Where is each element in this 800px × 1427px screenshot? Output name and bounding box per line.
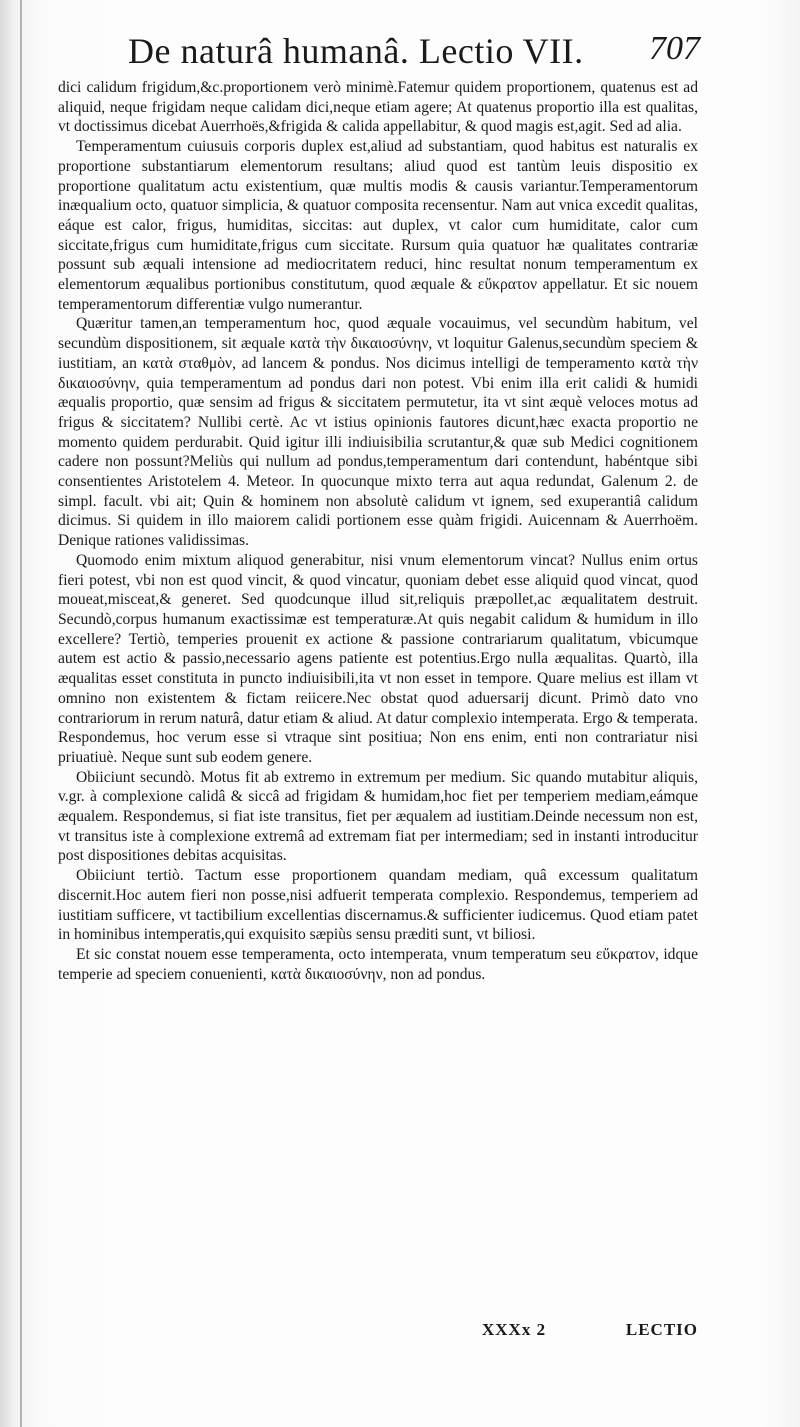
paragraph: Obiiciunt tertiò. Tactum esse proportionem quandam mediam, quâ excessum qualitatum discernit.Hoc autem fieri non posse,nisi adfuerit temperata complexio. Respondemus, temperiem ad iustitiam sufficere, vt tactibilium excellentias discernamus.& sufficienter iudicemus. Quod etiam patet in hominibus intemperatis,qui exquisito sæpiùs sensu præditi sunt, vt biliosi.: [58, 867, 698, 944]
page-footer: [470, 1320, 698, 1344]
paragraph: dici calidum frigidum,&c.proportionem verò minimè.Fatemur quidem proportionem, quatenus est ad aliquid, neque frigidam neque calidam dici,neque etiam agere; At quatenus proportio illa est qualitas, vt doctissimus dicebat Auerrhoës,&frigida & calida appellabitur, & quod magis est,agit. Sed ad alia.: [58, 79, 698, 136]
paragraph: Quomodo enim mixtum aliquod generabitur, nisi vnum elementorum vincat? Nullus enim ortus fieri potest, vbi non est quod vincit, & quod vincatur, quoniam debet esse aliquid quod vincat, quod moueat,misceat,& generet. Sed quodcunque illud sit,reliquis præpollet,ac æqualitatem destruit. Secundò,corpus humanum exactissimæ est temperaturæ.At quis negabit calidum & humidum in illo excellere? Tertiò, temperies prouenit ex actione & passione contrariarum qualitatum, vbicumque autem est actio & passio,necessario agens patiente est potentius.Ergo nulla æqualitas. Quartò, illa æqualitas esset constituta in puncto indiuisibili,ita vt non esset in tempore. Quare melius est illam vt omnino non existentem & fictam reiicere.Nec obstat quod aduersarij dicunt. Primò dato vno contrariorum in rerum naturâ, datur etiam & aliud. At datur complexio intemperata. Ergo & temperata. Respondemus, hoc verum esse si vtraque sint positiua; Non ens enim, enti non contrariatur nisi priuatiuè. Neque sunt sub eodem genere.: [58, 551, 698, 766]
page-header: [58, 30, 700, 78]
signature-mark: XXXx 2: [482, 1320, 547, 1339]
body-text: [58, 78, 698, 984]
paragraph: Quæritur tamen,an temperamentum hoc, quod æquale vocauimus, vel secundùm habitum, vel secundùm dispositionem, sit æquale κατὰ τὴν δικαιοσύνην, vt loquitur Galenus,secundùm speciem & iustitiam, an κατὰ σταθμὸν, ad lancem & pondus. Nos dicimus intelligi de temperamento κατὰ τὴν δικαιοσύνην, quia temperamentum ad pondus dari non potest. Vbi enim illa erit calidi & humidi æqualis proportio, quæ sensim ad frigus & siccitatem permutetur, ita vt sint æquè veloces motus ad frigus & siccitatem? Nullibi certè. Ac vt istius opinionis fautores dicunt,hæc exacta proportio ne momento quidem perdurabit. Quid igitur illi indiuisibilia scrutantur,& quæ sub Medici cognitionem cadere non possunt?Meliùs qui nullum ad pondus,temperamentum dari contendunt, habéntque sibi consentientes Aristotelem 4. Meteor. In quocunque mixto terra aut aqua redundat, Galenum 2. de simpl. facult. vbi ait; Quin & hominem non absolutè calidum vt ignem, sed exuperantiâ calidum dicimus. Si quidem in illo maiorem calidi portionem esse quàm frigidi. Auicennam & Auerrhoëm. Denique rationes validissimas.: [58, 315, 698, 550]
paragraph: Obiiciunt secundò. Motus fit ab extremo in extremum per medium. Sic quando mutabitur aliquis, v.gr. à complexione calidâ & siccâ ad frigidam & humidam,hoc fiet per temperiem mediam,eámque æqualem. Respondemus, si fiat iste transitus, fiet per æqualem ad iustitiam.Deinde necessum non est, vt transitus iste à complexione extremâ ad extremam fiat per intermediam; sed in instanti introducitur post dispositiones debitas acquisitas.: [58, 768, 698, 865]
catchword: LECTIO: [625, 1320, 698, 1339]
paragraph: Et sic constat nouem esse temperamenta, octo intemperata, vnum temperatum seu εὔκρατον, idque temperie ad speciem conuenienti, κατὰ δικαιοσύνην, non ad pondus.: [58, 945, 698, 983]
paragraph: Temperamentum cuiusuis corporis duplex est,aliud ad substantiam, quod habitus est naturalis ex proportione substantiarum elementorum resultans; aliud quod est tantùm leuis dispositio ex proportione qualitatum actu existentium, quæ multis modis & causis variantur.Temperamentorum inæqualium octo, quatuor simplicia, & quatuor composita recensentur. Nam aut vnica excedit qualitas, eáque est calor, frigus, humiditas, siccitas: aut duplex, vt calor cum humiditate, calor cum siccitate,frigus cum humiditate,frigus cum siccitate. Rursum quia quatuor hæ qualitates contrariæ possunt sub æquali intensione ad mediocritatem reduci, hinc resultat nonum temperamentum ex elementorum æqualibus portionibus constitutum, quod æquale & εὔκρατον appellatur. Et sic nouem temperamentorum differentiæ vulgo numerantur.: [58, 138, 698, 313]
page-number: 707: [649, 30, 700, 67]
running-title: De naturâ humanâ. Lectio VII.: [128, 31, 584, 71]
gutter-fold: [20, 0, 22, 1427]
